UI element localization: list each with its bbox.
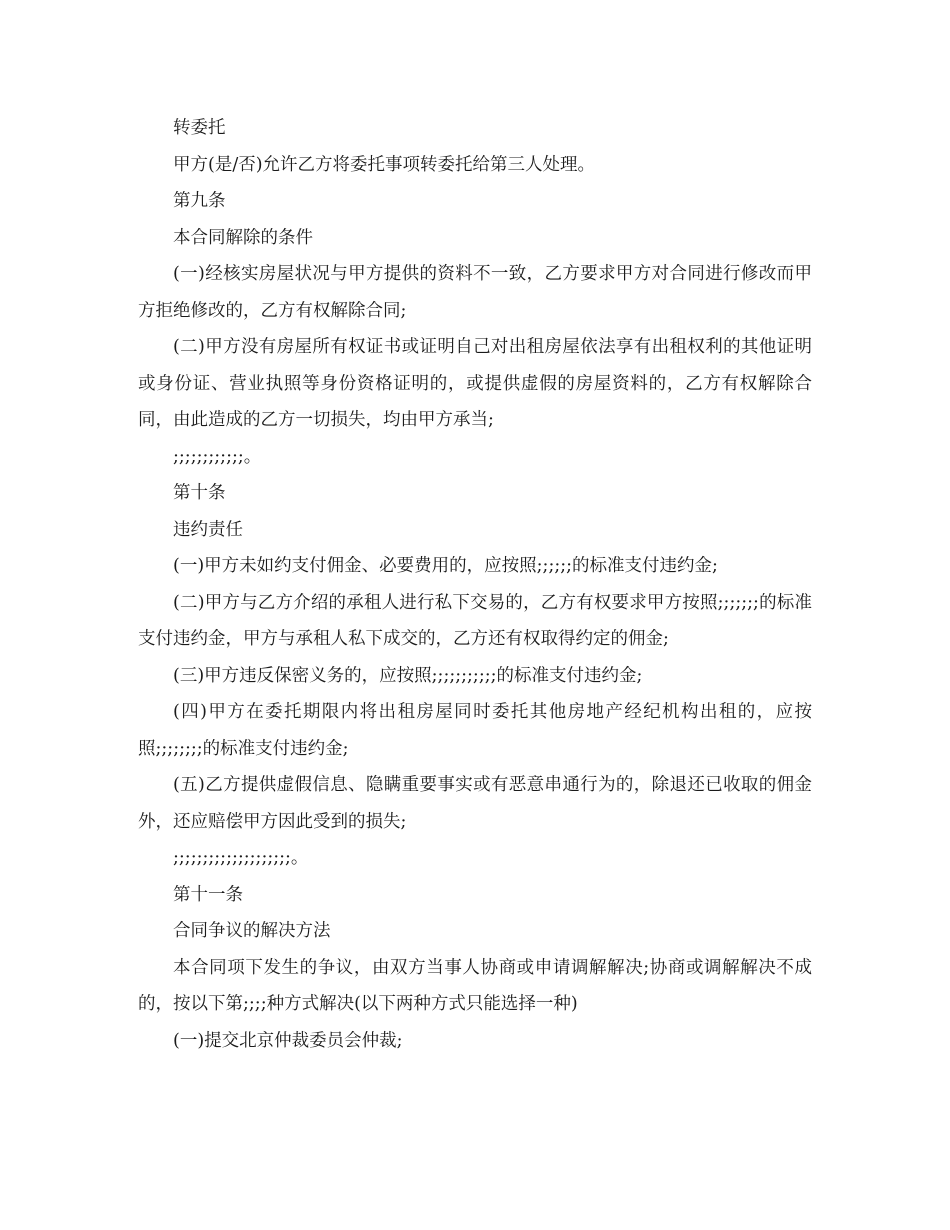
paragraph: 甲方(是/否)允许乙方将委托事项转委托给第三人处理。 xyxy=(173,154,596,175)
section-title: 合同争议的解决方法 xyxy=(173,921,331,941)
article-heading: 第十条 xyxy=(173,483,226,503)
paragraph: (四)甲方在委托期限内将出租房屋同时委托其他房地产经纪机构出租的，应按照;;;;;;;;的标准支付违约金; xyxy=(138,702,812,759)
article-heading: 第十一条 xyxy=(173,884,243,905)
paragraph: 转委托 xyxy=(173,118,226,138)
section-title: 违约责任 xyxy=(173,519,243,540)
section-title: 本合同解除的条件 xyxy=(173,227,313,248)
paragraph: 本合同项下发生的争议，由双方当事人协商或申请调解解决;协商或调解解决不成的，按以下第;;;;种方式解决(以下两种方式只能选择一种) xyxy=(138,957,812,1014)
paragraph: (三)甲方违反保密义务的，应按照;;;;;;;;;;;的标准支付违约金; xyxy=(173,665,643,686)
paragraph: (五)乙方提供虚假信息、隐瞒重要事实或有恶意串通行为的，除退还已收取的佣金外，还应赔偿甲方因此受到的损失; xyxy=(138,775,812,832)
paragraph: (一)经核实房屋状况与甲方提供的资料不一致，乙方要求甲方对合同进行修改而甲方拒绝修改的，乙方有权解除合同; xyxy=(138,264,812,321)
paragraph: (一)甲方未如约支付佣金、必要费用的，应按照;;;;;;的标准支付违约金; xyxy=(173,556,718,576)
article-heading: 第九条 xyxy=(173,191,226,211)
paragraph: (二)甲方与乙方介绍的承租人进行私下交易的，乙方有权要求甲方按照;;;;;;;的标准支付违约金，甲方与承租人私下成交的，乙方还有权取得约定的佣金; xyxy=(138,592,812,649)
paragraph: (二)甲方没有房屋所有权证书或证明自己对出租房屋依法享有出租权利的其他证明或身份证、营业执照等身份资格证明的，或提供虚假的房屋资料的，乙方有权解除合同，由此造成的乙方一切损失，均由甲方承当; xyxy=(138,337,812,430)
paragraph: (一)提交北京仲裁委员会仲裁; xyxy=(173,1030,403,1051)
blank-fill-line: ;;;;;;;;;;;;。 xyxy=(173,446,262,467)
blank-fill-line: ;;;;;;;;;;;;;;;;;;;;。 xyxy=(173,848,309,868)
